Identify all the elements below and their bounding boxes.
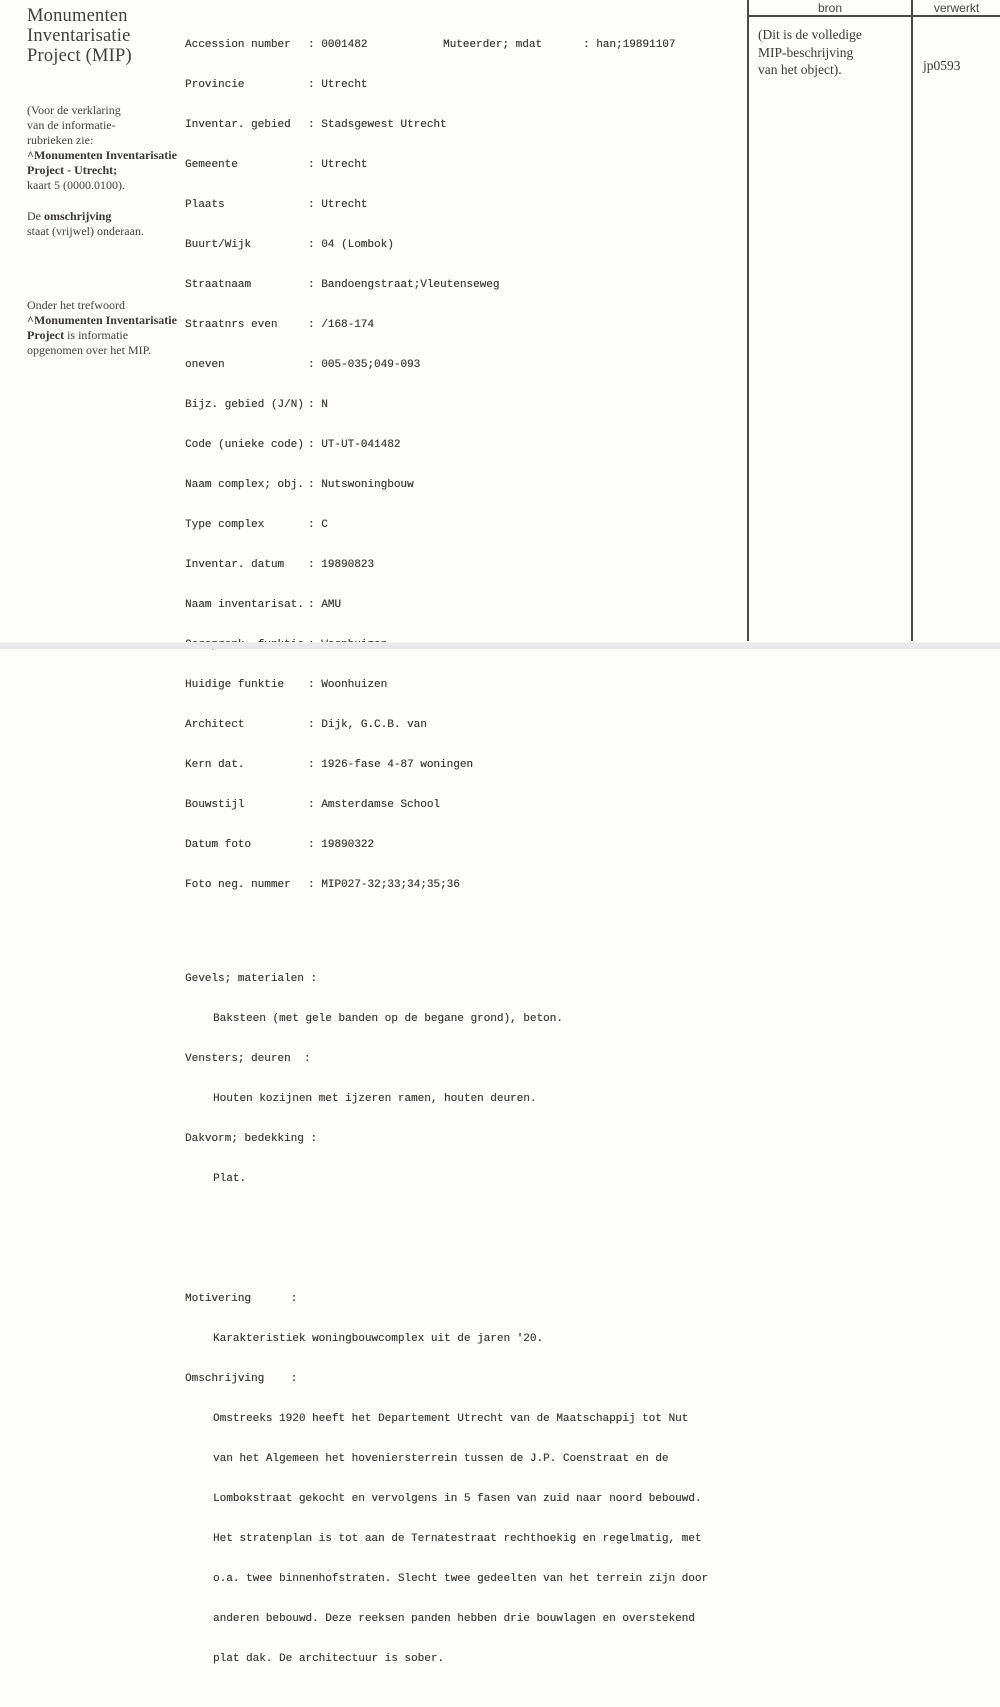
section-gevels-vensters-dak [185, 946, 745, 1213]
field-separator: : [308, 78, 322, 91]
field-separator: : [583, 38, 597, 51]
field-label: Inventar. datum [185, 559, 285, 572]
field-value: 1926-fase 4-87 woningen [321, 759, 474, 772]
field-label: Straatnrs even [185, 318, 278, 331]
field-value: AMU [321, 599, 342, 612]
field-row-architect [185, 719, 745, 732]
section-label: Omschrijving : [185, 1373, 298, 1386]
verwerkt-column-header: verwerkt [933, 1, 980, 15]
field-separator: : [308, 439, 322, 451]
section-text-line: Het stratenplan is tot aan de Ternatestraat rechthoekig en regelmatig, met [213, 1533, 702, 1546]
field-separator: : [308, 719, 322, 732]
field-separator: : [308, 759, 322, 772]
field-separator: : [308, 198, 322, 211]
field-row-inventar-datum [185, 559, 745, 572]
section-text-line: Karakteristiek woningbouwcomplex uit de jaren '20. [213, 1333, 544, 1346]
field-label: Kern dat. [185, 759, 245, 772]
field-label: Naam inventarisat. [185, 599, 304, 612]
field-row-oneven [185, 359, 745, 372]
note-line: van de informatie- [27, 118, 116, 132]
section-text-line: Baksteen (met gele banden op de begane grond), beton. [213, 1012, 563, 1025]
field-row-huidige-funktie [185, 679, 745, 692]
field-value: MIP027-32;33;34;35;36 [321, 879, 460, 892]
field-label: Naam complex; obj. [185, 479, 304, 492]
note-text-bold: omschrijving [44, 209, 112, 223]
field-label: Huidige funktie [185, 679, 285, 692]
note-line: opgenomen over het MIP. [27, 343, 151, 357]
field-row-kern-dat [185, 759, 745, 772]
bron-note [758, 26, 908, 79]
field-value: Amsterdamse School [321, 799, 441, 812]
section-text-line: o.a. twee binnenhofstraten. Slecht twee gedeelten van het terrein zijn door [213, 1573, 709, 1586]
field-value: Utrecht [321, 78, 368, 91]
field-separator: : [308, 238, 322, 251]
field-row-foto-neg-nummer [185, 879, 745, 892]
field-label: Foto neg. nummer [185, 879, 291, 892]
vertical-divider-right [911, 0, 913, 641]
note-line [27, 209, 197, 224]
field-row-straatnrs-even [185, 319, 745, 332]
field-separator: : [308, 118, 322, 131]
note-line-bold: ^Monumenten Inventarisatie [27, 313, 177, 327]
page-title-line: Project (MIP) [27, 46, 132, 66]
field-value: /168-174 [321, 318, 375, 331]
field-separator: : [308, 839, 322, 852]
section-motivering-omschrijving [185, 1266, 745, 1693]
note-text-bold: Project [27, 328, 65, 342]
section-label: Motivering : [185, 1293, 298, 1305]
field-row-type-complex [185, 519, 745, 532]
field-row-datum-foto [185, 839, 745, 852]
field-separator: : [308, 278, 322, 291]
field-label: Code (unieke code) [185, 439, 304, 451]
sidebar-note-explanation [27, 103, 197, 193]
bron-note-line: MIP-beschrijving [758, 44, 854, 60]
field-value: Utrecht [321, 158, 368, 171]
field-row-provincie [185, 79, 745, 92]
field-value: Stadsgewest Utrecht [321, 118, 447, 131]
vertical-divider-left [747, 0, 749, 641]
field-separator: : [308, 679, 322, 692]
field-value: Bandoengstraat;Vleutenseweg [321, 278, 500, 291]
note-line [27, 328, 197, 343]
field-value: Woonhuizen [321, 679, 388, 692]
field-separator: : [308, 38, 322, 51]
bron-column-header: bron [817, 1, 843, 15]
field-value: Utrecht [321, 198, 368, 211]
field-value: Dijk, G.C.B. van [321, 719, 427, 732]
field-label: Buurt/Wijk [185, 238, 252, 251]
field-label: Bijz. gebied (J/N) [185, 398, 304, 411]
field-separator: : [308, 559, 322, 572]
field-row-accession [185, 39, 745, 52]
field-label: Type complex [185, 519, 265, 532]
field-label: Bouwstijl [185, 799, 245, 812]
field-row-gemeente [185, 159, 745, 172]
field-separator: : [308, 158, 322, 171]
field-separator: : [308, 879, 322, 892]
section-label: Dakvorm; bedekking : [185, 1132, 318, 1145]
field-row-naam-inventarisat [185, 599, 745, 612]
note-line: kaart 5 (0000.0100). [27, 178, 125, 192]
field-label: oneven [185, 358, 225, 371]
section-text-line: van het Algemeen het hoveniersterrein tussen de J.P. Coenstraat en de [213, 1453, 669, 1466]
note-line: Onder het trefwoord [27, 298, 125, 312]
field-value: han;19891107 [596, 38, 676, 51]
section-label: Vensters; deuren : [185, 1052, 311, 1065]
note-text: De [27, 209, 44, 223]
field-label: Plaats [185, 198, 225, 211]
section-text-line: Lombokstraat gekocht en vervolgens in 5 fasen van zuid naar noord bebouwd. [213, 1493, 702, 1506]
field-label: Gemeente [185, 158, 238, 171]
field-label: Inventar. gebied [185, 118, 291, 131]
section-text-line: Plat. [213, 1172, 247, 1185]
scan-edge-shadow [0, 642, 1000, 649]
field-separator: : [308, 599, 322, 612]
field-label: Straatnaam [185, 278, 252, 291]
field-label: Muteerder; mdat [443, 38, 543, 51]
section-text-line: Houten kozijnen met ijzeren ramen, houten deuren. [213, 1092, 537, 1105]
sidebar-note-trefwoord [27, 298, 197, 358]
page-title-line: Monumenten [27, 6, 128, 26]
bron-note-line: (Dit is de volledige [758, 27, 862, 42]
sidebar-note-omschrijving [27, 209, 197, 239]
field-value: Nutswoningbouw [321, 479, 414, 492]
field-row-naam-complex [185, 479, 745, 492]
note-line-bold: ^Monumenten Inventarisatie [27, 148, 177, 162]
field-row-bijz-gebied [185, 399, 745, 412]
section-text-line: plat dak. De architectuur is sober. [213, 1653, 445, 1666]
note-text: is informatie [64, 328, 129, 342]
field-row-bouwstijl [185, 799, 745, 812]
page-title [27, 6, 132, 66]
field-value: 19890322 [321, 839, 375, 852]
field-value: UT-UT-041482 [321, 439, 401, 451]
section-label: Gevels; materialen : [185, 972, 318, 985]
field-separator: : [308, 318, 322, 331]
section-text-line: anderen bebouwd. Deze reeksen panden hebben drie bouwlagen en overstekend [213, 1613, 695, 1626]
field-value: 19890823 [321, 559, 375, 572]
note-line-bold: Project - Utrecht; [27, 163, 118, 177]
field-row-plaats [185, 199, 745, 212]
field-row-inventar-gebied [185, 119, 745, 132]
field-row-straatnaam [185, 279, 745, 292]
field-muteerder [443, 39, 675, 52]
field-value: 005-035;049-093 [321, 358, 421, 371]
field-value: 04 (Lombok) [321, 238, 394, 251]
field-separator: : [308, 358, 322, 371]
field-row-code [185, 439, 745, 452]
field-separator: : [308, 519, 322, 532]
field-row-buurt-wijk [185, 239, 745, 252]
note-line: (Voor de verklaring [27, 103, 121, 117]
section-text-line: Omstreeks 1920 heeft het Departement Utrecht van de Maatschappij tot Nut [213, 1413, 689, 1426]
note-line: staat (vrijwel) onderaan. [27, 224, 144, 238]
field-label: Architect [185, 719, 245, 732]
field-separator: : [308, 479, 322, 492]
field-value: N [321, 398, 328, 411]
field-label: Datum foto [185, 839, 252, 852]
field-value: 0001482 [321, 38, 368, 51]
field-separator: : [308, 398, 322, 411]
verwerkt-code: jp0593 [923, 58, 961, 73]
field-value: C [321, 519, 328, 532]
page-title-line: Inventarisatie [27, 26, 131, 46]
field-label: Provincie [185, 78, 245, 91]
bron-note-line: van het object). [758, 62, 842, 77]
header-underline [747, 15, 1000, 17]
note-line: rubrieken zie: [27, 133, 94, 147]
field-separator: : [308, 799, 322, 812]
mip-record [185, 12, 745, 1707]
field-label: Accession number [185, 38, 291, 51]
